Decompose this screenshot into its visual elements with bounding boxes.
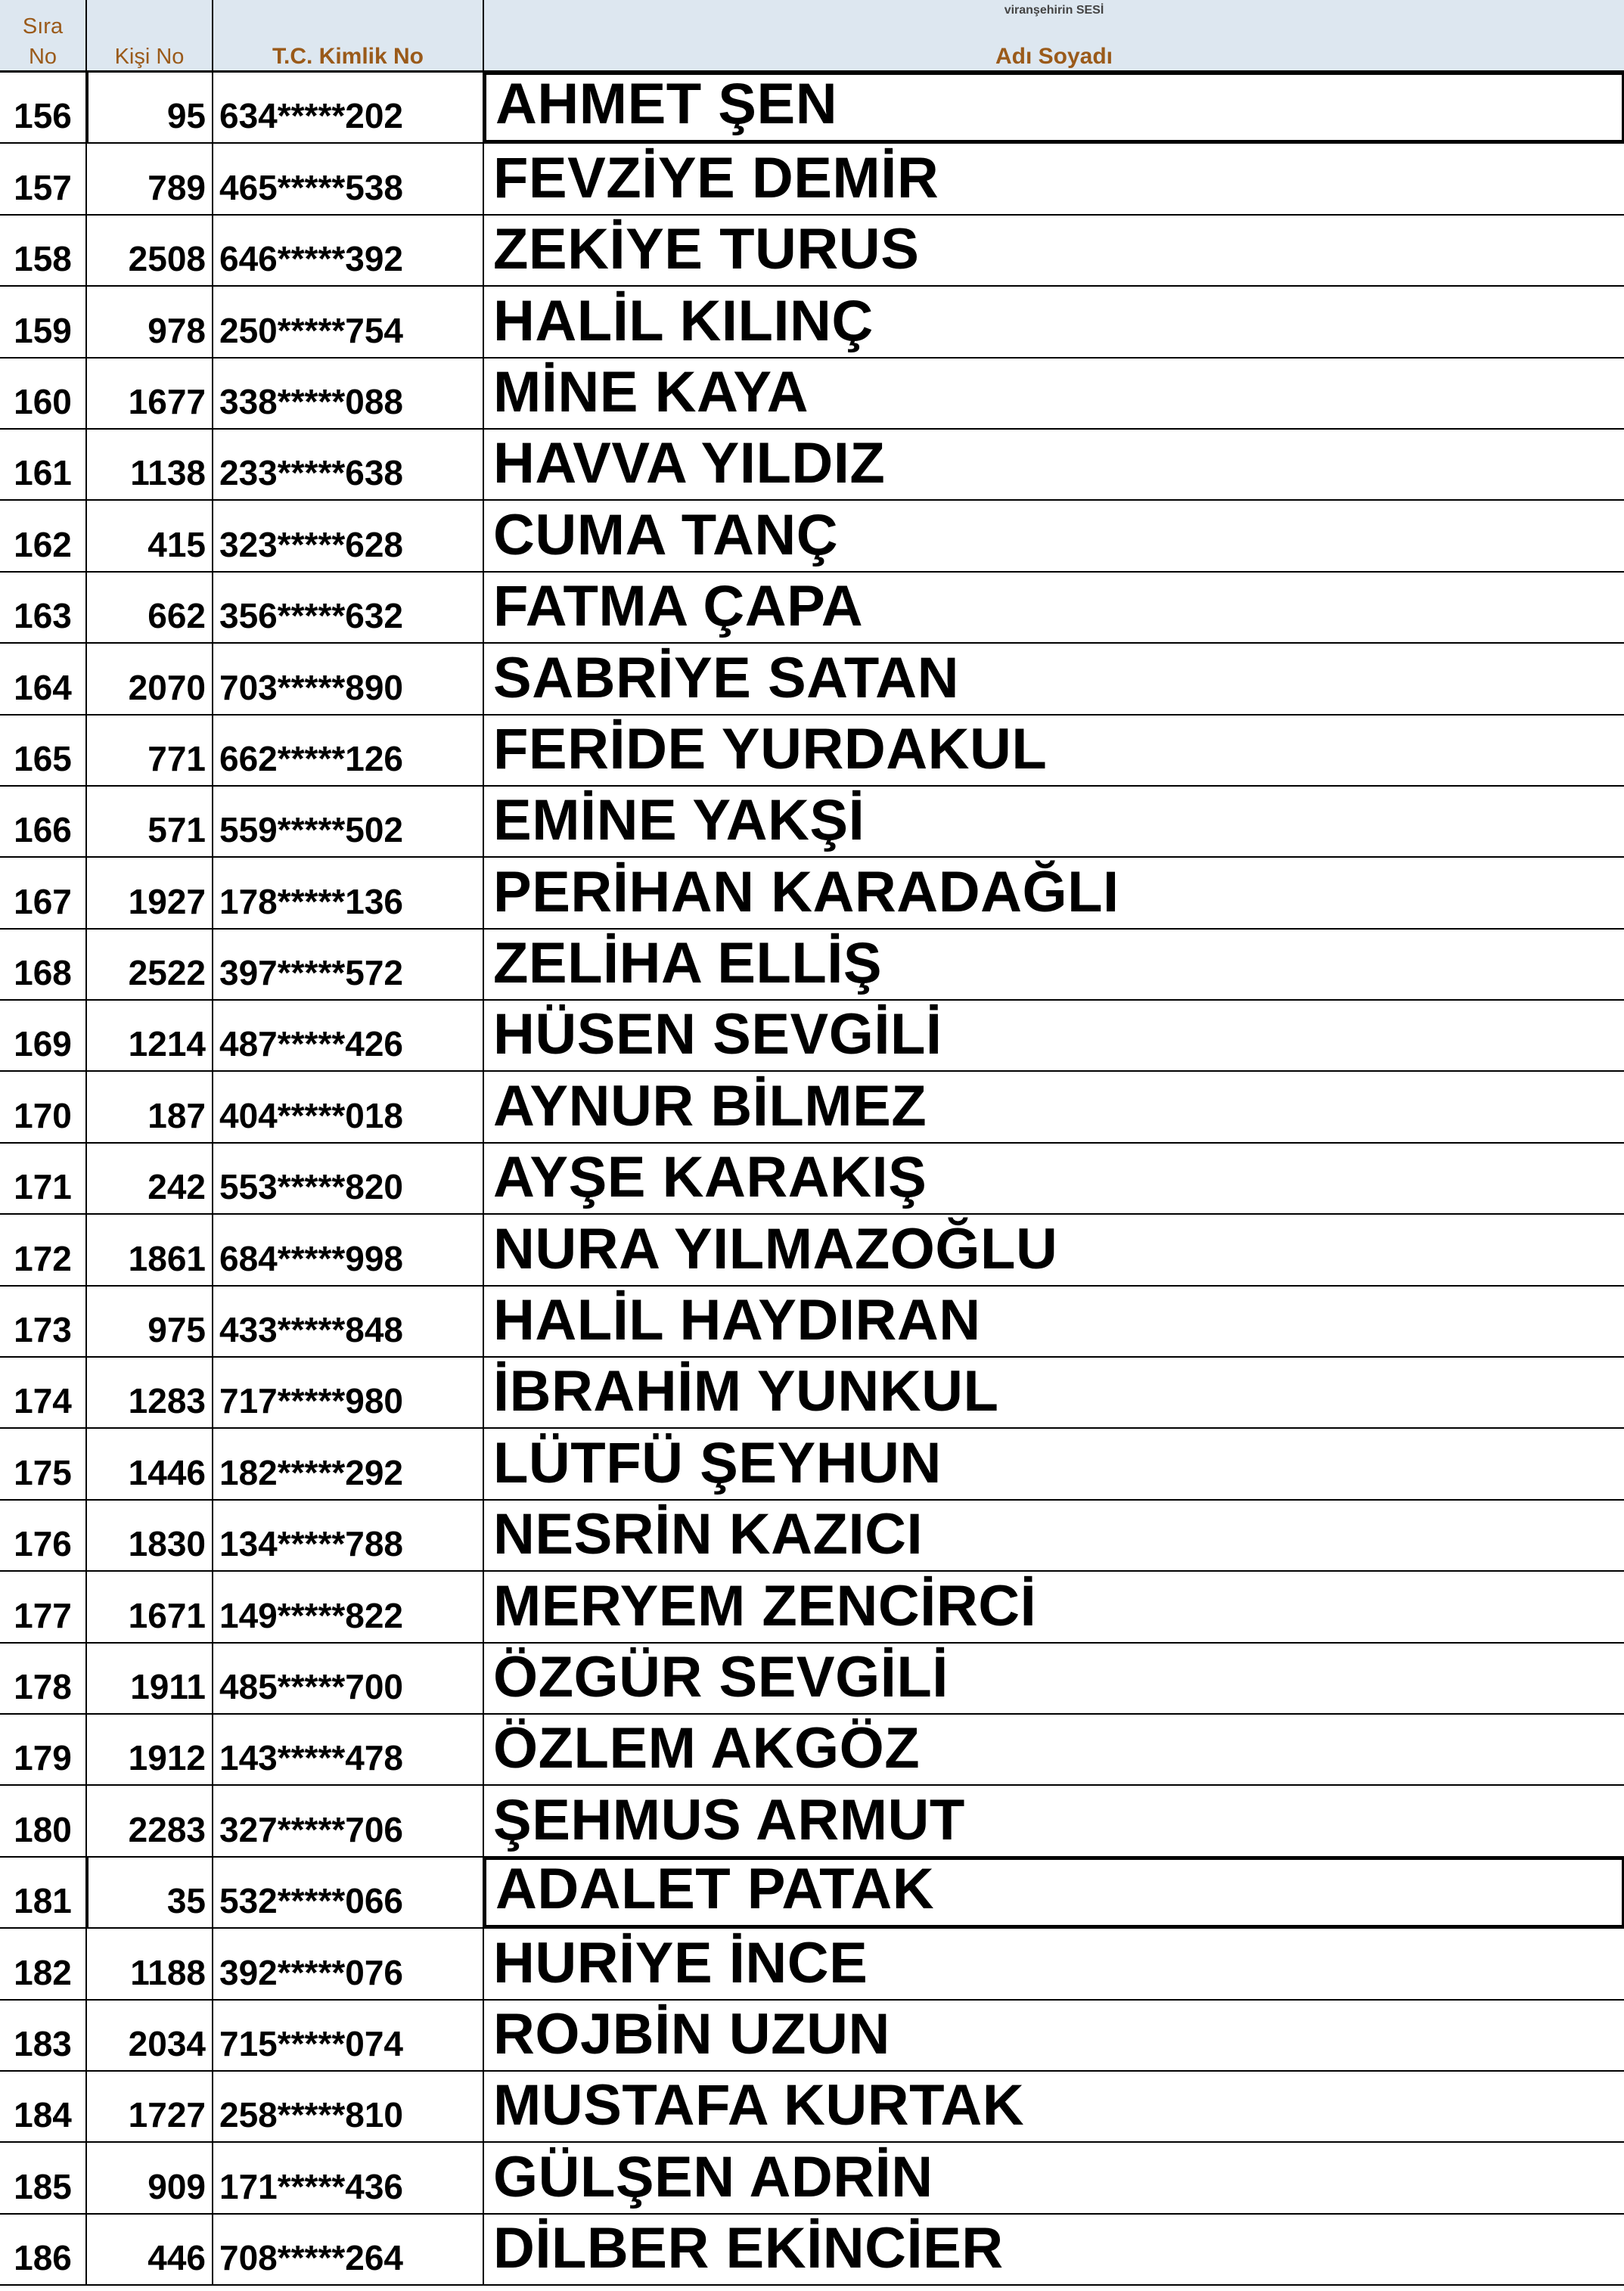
- row-kisi-no: 1861: [87, 1215, 213, 1284]
- row-tc-kimlik: 559*****502: [213, 787, 484, 856]
- row-adi-soyadi: ŞEHMUS ARMUT: [493, 1787, 965, 1852]
- table-row: [0, 1144, 1624, 1215]
- table-row: [0, 1572, 1624, 1643]
- row-tc-kimlik: 433*****848: [213, 1287, 484, 1356]
- table-row: [0, 787, 1624, 858]
- table-row: [0, 858, 1624, 929]
- site-watermark-label: viranşehirin SESİ: [1004, 4, 1104, 17]
- row-tc-kimlik: 646*****392: [213, 216, 484, 285]
- row-adi-soyadi: NESRİN KAZICI: [493, 1502, 924, 1567]
- row-tc-kimlik: 356*****632: [213, 573, 484, 642]
- row-adi-soyadi: ÖZGÜR SEVGİLİ: [493, 1644, 949, 1709]
- row-kisi-no: 35: [87, 1858, 213, 1927]
- header-tc-kimlik: [213, 0, 484, 73]
- table-row: [0, 430, 1624, 501]
- row-adi-soyadi: AHMET ŞEN: [484, 73, 1624, 142]
- row-tc-kimlik: 323*****628: [213, 501, 484, 570]
- row-adi-soyadi: LÜTFÜ ŞEYHUN: [493, 1430, 942, 1495]
- row-sira-no: 160: [0, 359, 87, 428]
- header-adi-soyadi: [484, 0, 1624, 73]
- row-sira-no: 176: [0, 1501, 87, 1570]
- row-kisi-no: 2034: [87, 2001, 213, 2070]
- row-adi-soyadi: ZEKİYE TURUS: [493, 217, 920, 282]
- header-sira-no: [0, 0, 87, 73]
- row-adi-soyadi: CUMA TANÇ: [493, 502, 839, 567]
- row-kisi-no: 1912: [87, 1715, 213, 1784]
- table-row: [0, 930, 1624, 1001]
- row-kisi-no: 571: [87, 787, 213, 856]
- row-adi-soyadi: SABRİYE SATAN: [493, 645, 959, 710]
- row-sira-no: 183: [0, 2001, 87, 2070]
- row-tc-kimlik: 338*****088: [213, 359, 484, 428]
- row-sira-no: 167: [0, 858, 87, 927]
- row-adi-soyadi: AYNUR BİLMEZ: [493, 1073, 927, 1138]
- row-adi-soyadi: HAVVA YILDIZ: [493, 431, 886, 496]
- table-row: [0, 1715, 1624, 1786]
- row-kisi-no: 1214: [87, 1001, 213, 1070]
- table-row: [0, 2215, 1624, 2286]
- row-sira-no: 162: [0, 501, 87, 570]
- table-row: [0, 501, 1624, 572]
- row-tc-kimlik: 532*****066: [213, 1858, 484, 1927]
- table-row: [0, 2143, 1624, 2214]
- row-adi-soyadi: DİLBER EKİNCİER: [493, 2216, 1004, 2281]
- header-no-label: No: [28, 45, 57, 69]
- row-tc-kimlik: 662*****126: [213, 716, 484, 785]
- row-tc-kimlik: 178*****136: [213, 858, 484, 927]
- row-sira-no: 170: [0, 1072, 87, 1141]
- row-sira-no: 174: [0, 1358, 87, 1427]
- row-sira-no: 171: [0, 1144, 87, 1213]
- table-row: [0, 287, 1624, 358]
- row-tc-kimlik: 143*****478: [213, 1715, 484, 1784]
- row-kisi-no: 1671: [87, 1572, 213, 1641]
- row-sira-no: 184: [0, 2072, 87, 2141]
- row-adi-soyadi: MERYEM ZENCİRCİ: [493, 1573, 1037, 1638]
- row-sira-no: 165: [0, 716, 87, 785]
- header-sira-label: Sıra: [22, 14, 64, 39]
- row-kisi-no: 1138: [87, 430, 213, 499]
- row-tc-kimlik: 715*****074: [213, 2001, 484, 2070]
- row-sira-no: 158: [0, 216, 87, 285]
- row-kisi-no: 771: [87, 716, 213, 785]
- row-sira-no: 185: [0, 2143, 87, 2212]
- row-adi-soyadi: ADALET PATAK: [484, 1858, 1624, 1927]
- row-adi-soyadi: FEVZİYE DEMİR: [493, 145, 939, 210]
- header-tc-label: T.C. Kimlik No: [272, 44, 424, 69]
- row-sira-no: 179: [0, 1715, 87, 1784]
- row-tc-kimlik: 703*****890: [213, 644, 484, 713]
- table-row: [0, 144, 1624, 215]
- row-adi-soyadi: ÖZLEM AKGÖZ: [493, 1716, 921, 1781]
- row-adi-soyadi: HÜSEN SEVGİLİ: [493, 1002, 942, 1067]
- row-tc-kimlik: 684*****998: [213, 1215, 484, 1284]
- table-row: [0, 2001, 1624, 2072]
- row-tc-kimlik: 397*****572: [213, 930, 484, 999]
- row-adi-soyadi: MİNE KAYA: [493, 359, 809, 424]
- table-row: [0, 1215, 1624, 1286]
- row-sira-no: 163: [0, 573, 87, 642]
- row-sira-no: 159: [0, 287, 87, 356]
- table-row: [0, 1001, 1624, 1072]
- row-sira-no: 181: [0, 1858, 87, 1927]
- table-row: [0, 73, 1624, 144]
- row-kisi-no: 1830: [87, 1501, 213, 1570]
- table-row: [0, 1072, 1624, 1143]
- row-kisi-no: 978: [87, 287, 213, 356]
- row-sira-no: 157: [0, 144, 87, 213]
- row-kisi-no: 242: [87, 1144, 213, 1213]
- row-sira-no: 177: [0, 1572, 87, 1641]
- row-adi-soyadi: PERİHAN KARADAĞLI: [493, 859, 1119, 924]
- row-sira-no: 186: [0, 2215, 87, 2284]
- row-sira-no: 182: [0, 1929, 87, 1998]
- row-kisi-no: 1727: [87, 2072, 213, 2141]
- header-ad-label: Adı Soyadı: [995, 44, 1113, 69]
- row-tc-kimlik: 134*****788: [213, 1501, 484, 1570]
- row-adi-soyadi: AYŞE KARAKIŞ: [493, 1145, 927, 1210]
- table-row: [0, 1358, 1624, 1429]
- table-row: [0, 1858, 1624, 1929]
- row-adi-soyadi: İBRAHİM YUNKUL: [493, 1359, 999, 1424]
- row-kisi-no: 2070: [87, 644, 213, 713]
- row-sira-no: 168: [0, 930, 87, 999]
- row-sira-no: 180: [0, 1786, 87, 1855]
- row-tc-kimlik: 717*****980: [213, 1358, 484, 1427]
- row-sira-no: 169: [0, 1001, 87, 1070]
- table-row: [0, 644, 1624, 715]
- row-sira-no: 156: [0, 73, 87, 142]
- table-row: [0, 1501, 1624, 1572]
- table-row: [0, 716, 1624, 787]
- row-sira-no: 164: [0, 644, 87, 713]
- row-tc-kimlik: 182*****292: [213, 1429, 484, 1498]
- row-kisi-no: 1927: [87, 858, 213, 927]
- row-sira-no: 166: [0, 787, 87, 856]
- table-row: [0, 216, 1624, 287]
- row-kisi-no: 1446: [87, 1429, 213, 1498]
- row-sira-no: 161: [0, 430, 87, 499]
- row-tc-kimlik: 708*****264: [213, 2215, 484, 2284]
- row-kisi-no: 975: [87, 1287, 213, 1356]
- row-kisi-no: 2522: [87, 930, 213, 999]
- row-sira-no: 173: [0, 1287, 87, 1356]
- row-tc-kimlik: 487*****426: [213, 1001, 484, 1070]
- row-sira-no: 178: [0, 1644, 87, 1713]
- row-adi-soyadi: GÜLŞEN ADRİN: [493, 2144, 933, 2209]
- row-tc-kimlik: 149*****822: [213, 1572, 484, 1641]
- row-tc-kimlik: 258*****810: [213, 2072, 484, 2141]
- row-kisi-no: 1283: [87, 1358, 213, 1427]
- row-adi-soyadi: EMİNE YAKŞİ: [493, 788, 865, 853]
- row-tc-kimlik: 634*****202: [213, 73, 484, 142]
- table-row: [0, 2072, 1624, 2143]
- row-kisi-no: 909: [87, 2143, 213, 2212]
- row-kisi-no: 662: [87, 573, 213, 642]
- row-tc-kimlik: 465*****538: [213, 144, 484, 213]
- row-kisi-no: 1677: [87, 359, 213, 428]
- row-tc-kimlik: 171*****436: [213, 2143, 484, 2212]
- row-adi-soyadi: HURİYE İNCE: [493, 1930, 868, 1995]
- row-tc-kimlik: 233*****638: [213, 430, 484, 499]
- row-kisi-no: 2283: [87, 1786, 213, 1855]
- table-row: [0, 1429, 1624, 1500]
- table-row: [0, 1786, 1624, 1857]
- table-row: [0, 1644, 1624, 1715]
- table-body: [0, 73, 1624, 2286]
- row-adi-soyadi: FERİDE YURDAKUL: [493, 716, 1048, 781]
- table-row: [0, 359, 1624, 430]
- row-tc-kimlik: 250*****754: [213, 287, 484, 356]
- row-kisi-no: 187: [87, 1072, 213, 1141]
- row-tc-kimlik: 404*****018: [213, 1072, 484, 1141]
- table-row: [0, 573, 1624, 644]
- row-kisi-no: 1188: [87, 1929, 213, 1998]
- row-tc-kimlik: 392*****076: [213, 1929, 484, 1998]
- row-tc-kimlik: 485*****700: [213, 1644, 484, 1713]
- row-adi-soyadi: ROJBİN UZUN: [493, 2001, 890, 2066]
- row-adi-soyadi: NURA YILMAZOĞLU: [493, 1216, 1058, 1281]
- row-adi-soyadi: FATMA ÇAPA: [493, 574, 864, 639]
- row-tc-kimlik: 327*****706: [213, 1786, 484, 1855]
- row-adi-soyadi: ZELİHA ELLİŞ: [493, 931, 883, 996]
- row-kisi-no: 1911: [87, 1644, 213, 1713]
- row-tc-kimlik: 553*****820: [213, 1144, 484, 1213]
- row-adi-soyadi: HALİL HAYDIRAN: [493, 1288, 981, 1353]
- header-kisi-label: Kişi No: [114, 45, 185, 69]
- row-kisi-no: 415: [87, 501, 213, 570]
- table-header: [0, 0, 1624, 73]
- row-adi-soyadi: HALİL KILINÇ: [493, 288, 874, 353]
- row-kisi-no: 2508: [87, 216, 213, 285]
- row-kisi-no: 95: [87, 73, 213, 142]
- row-kisi-no: 446: [87, 2215, 213, 2284]
- row-kisi-no: 789: [87, 144, 213, 213]
- table-row: [0, 1287, 1624, 1358]
- row-adi-soyadi: MUSTAFA KURTAK: [493, 2073, 1025, 2138]
- table-row: [0, 1929, 1624, 2000]
- header-kisi-no: [87, 0, 213, 73]
- row-sira-no: 175: [0, 1429, 87, 1498]
- row-sira-no: 172: [0, 1215, 87, 1284]
